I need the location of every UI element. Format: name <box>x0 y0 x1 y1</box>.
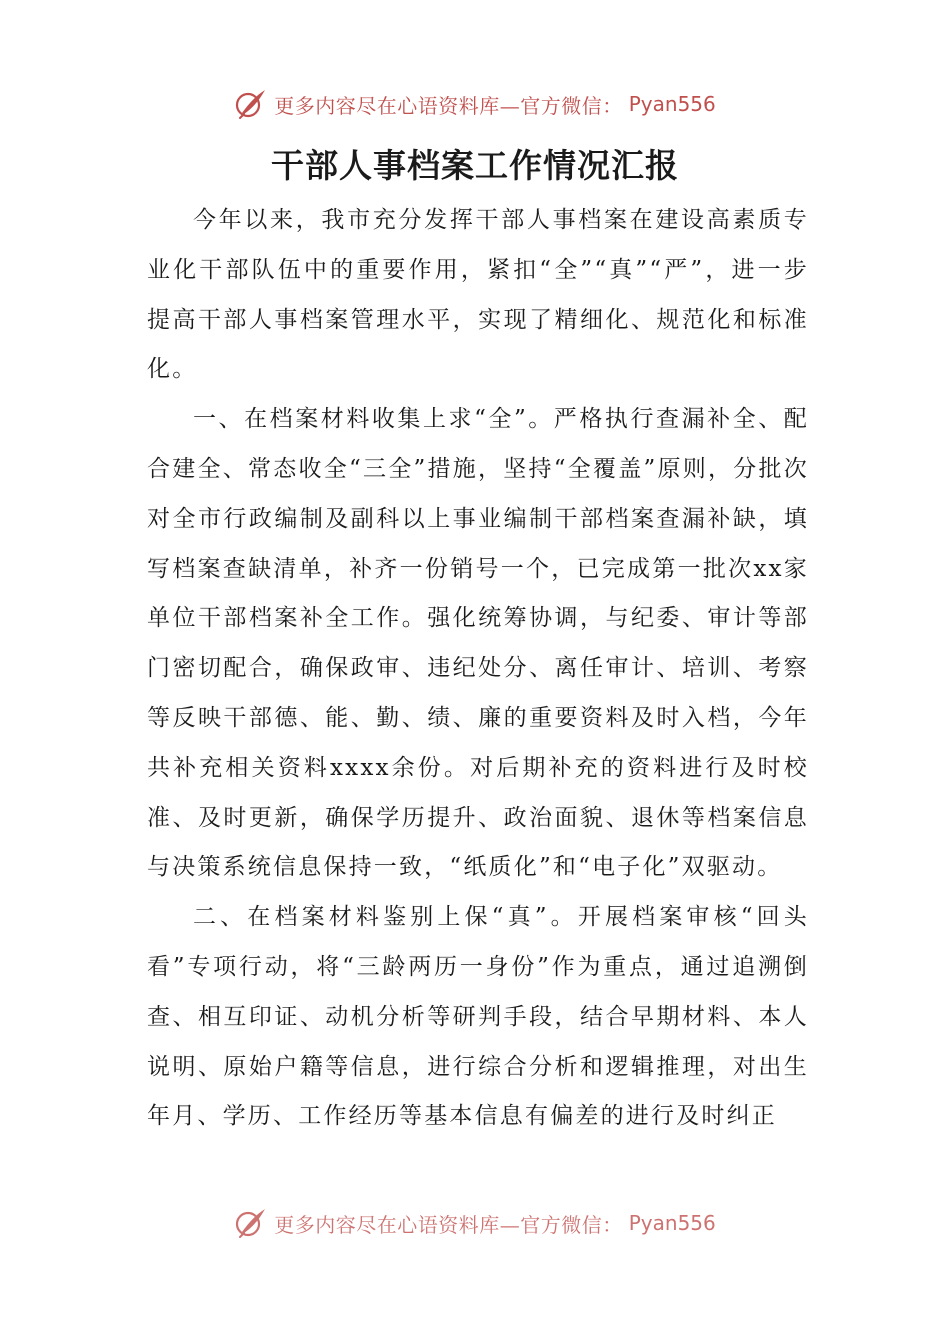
paragraph-section-one: 一、在档案材料收集上求“全”。严格执行查漏补全、配合建全、常态收全“三全”措施，坚持“全覆盖”原则，分批次对全市行政编制及副科以上事业编制干部档案查漏补缺，填写档案查缺清单，补齐一份销号一个，已完成第一批次xx家单位干部档案补全工作。强化统筹协调，与纪委、审计等部门密切配合，确保政审、违纪处分、离任审计、培训、考察等反映干部德、能、勤、绩、廉的重要资料及时入档，今年共补充相关资料xxxx余份。对后期补充的资料进行及时校准、及时更新，确保学历提升、政治面貌、退休等档案信息与决策系统信息保持一致，“纸质化”和“电子化”双驱动。 <box>147 406 809 881</box>
paragraph-intro: 今年以来，我市充分发挥干部人事档案在建设高素质专业化干部队伍中的重要作用，紧扣“全”“真”“严”，进一步提高干部人事档案管理水平，实现了精细化、规范化和标准化。 <box>147 207 809 383</box>
quill-logo-icon <box>234 1206 268 1240</box>
header-watermark <box>0 84 950 124</box>
header-wechat-id: Pyan556 <box>628 92 716 116</box>
footer-wechat-id: Pyan556 <box>628 1211 716 1235</box>
paragraph-section-two: 二、在档案材料鉴别上保“真”。开展档案审核“回头看”专项行动，将“三龄两历一身份”作为重点，通过追溯倒查、相互印证、动机分析等研判手段，结合早期材料、本人说明、原始户籍等信息，进行综合分析和逻辑推理，对出生年月、学历、工作经历等基本信息有偏差的进行及时纠正 <box>147 904 809 1130</box>
footer-banner-text: 更多内容尽在心语资料库—官方微信： <box>274 1212 623 1237</box>
quill-logo-icon <box>234 87 268 121</box>
footer-watermark <box>0 1206 950 1240</box>
document-title: 干部人事档案工作情况汇报 <box>271 146 679 185</box>
document-body <box>147 196 809 1142</box>
header-banner-text: 更多内容尽在心语资料库—官方微信： <box>274 93 623 118</box>
